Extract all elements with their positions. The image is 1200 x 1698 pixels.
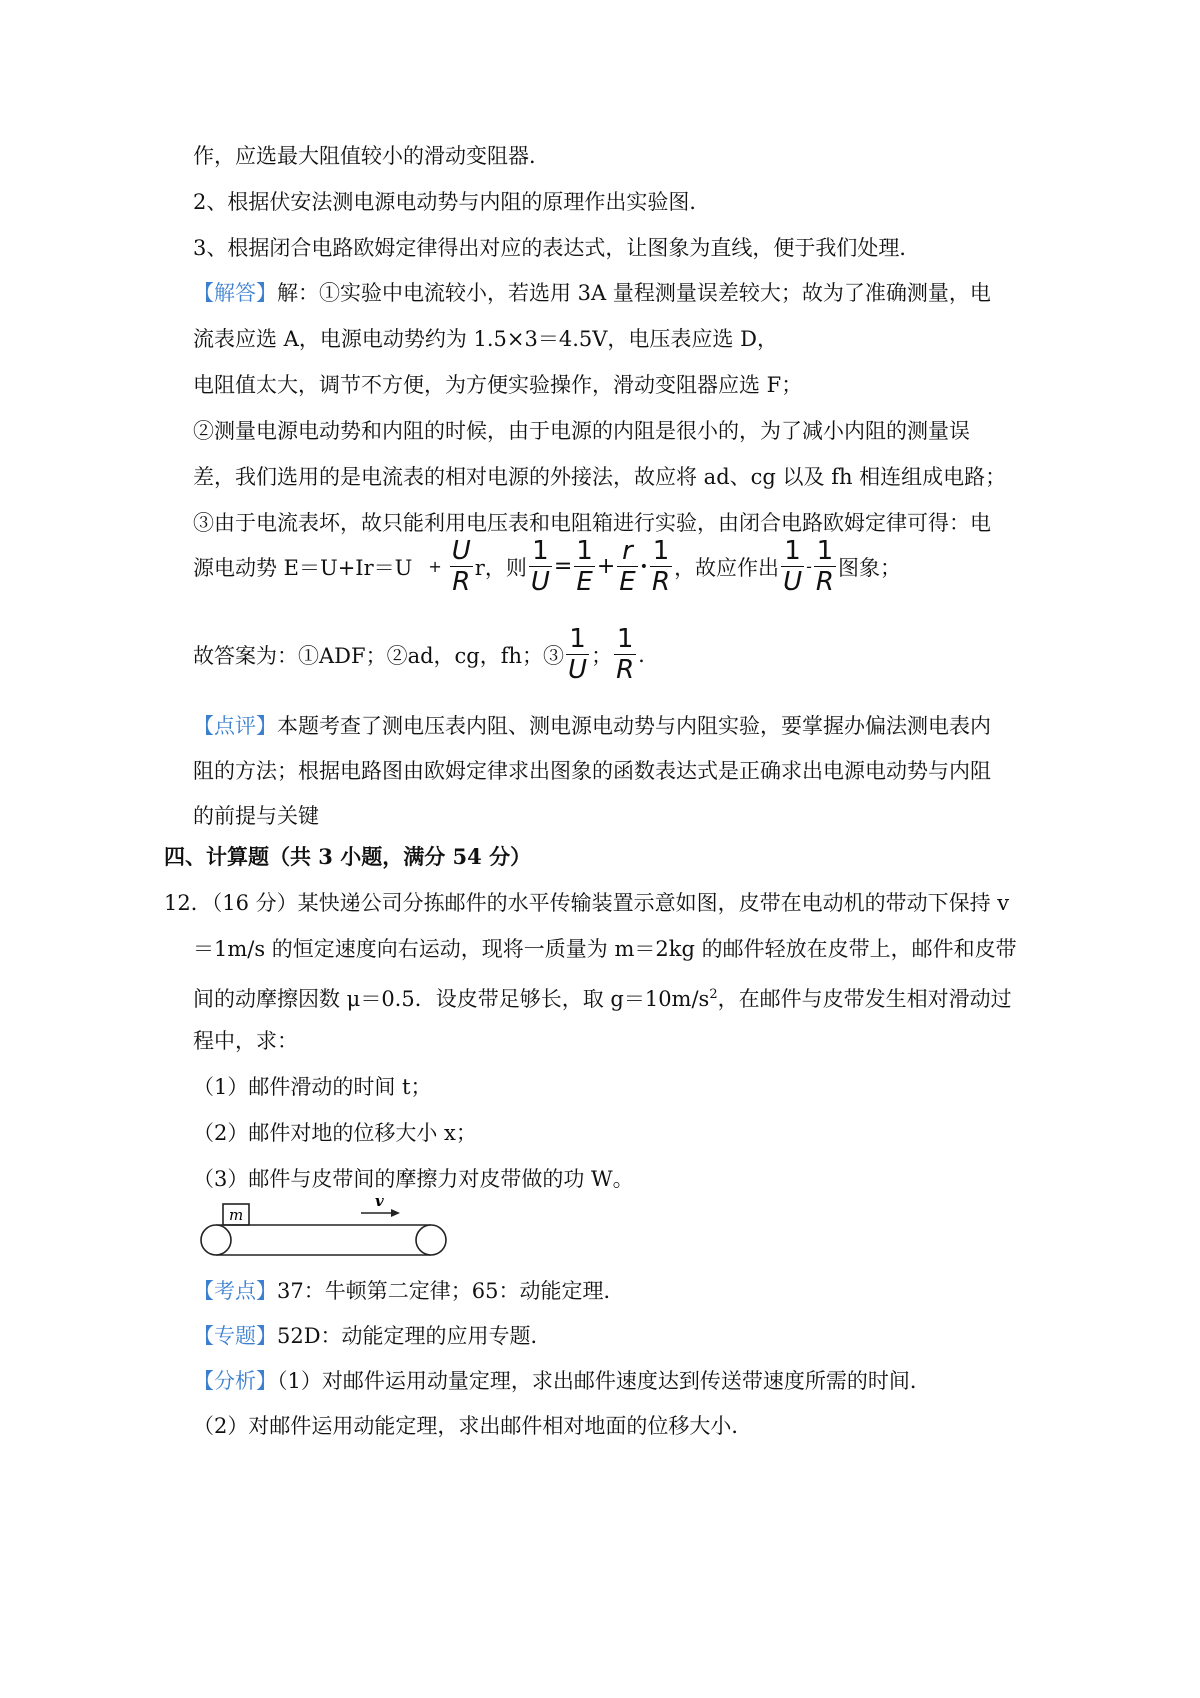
kaodian-line [193, 1277, 624, 1305]
text-line: ②测量电源电动势和内阻的时候，由于电源的内阻是很小的，为了减小内阻的测量误 [193, 419, 970, 443]
formula-dot: • [639, 558, 648, 575]
velocity-label: v [375, 1195, 384, 1210]
final-answer-separator: ； [591, 643, 613, 668]
fraction-1-over-r-answer: $\frac{1}{R}$ [616, 624, 635, 685]
arrow-head [391, 1209, 400, 1217]
fenxi-line [193, 1367, 931, 1395]
right-pulley [416, 1225, 446, 1255]
text-line: 的前提与关键 [193, 804, 319, 828]
zhuanti-line [193, 1322, 552, 1350]
fraction-u-over-r: $\frac{U}{R}$ [451, 536, 471, 597]
comment-line [193, 712, 991, 740]
formula-r: r，则 [474, 555, 527, 580]
answer-tag: 【解答】 [193, 281, 277, 305]
kaodian-text: 37：牛顿第二定律；65：动能定理． [277, 1279, 625, 1303]
section-heading: 四、计算题（共 3 小题，满分 54 分） [164, 844, 532, 869]
sub-question: （2）邮件对地的位移大小 x； [193, 1121, 477, 1145]
text-line: 2、根据伏安法测电源电动势与内阻的原理作出实验图． [193, 190, 711, 214]
sub-question: （1）邮件滑动的时间 t； [193, 1075, 432, 1099]
sub-question: （3）邮件与皮带间的摩擦力对皮带做的功 W。 [193, 1167, 634, 1191]
formula-line [193, 536, 901, 597]
text-line: ③由于电流表坏，故只能利用电压表和电阻箱进行实验，由闭合电路欧姆定律可得：电 [193, 511, 991, 535]
question-line: 程中，求： [193, 1029, 298, 1053]
formula-prefix: 源电动势 E＝U+Ir＝U [193, 555, 413, 580]
formula-plus: + [428, 557, 442, 576]
kaodian-tag: 【考点】 [193, 1279, 277, 1303]
fraction-1-over-u-answer: $\frac{1}{U}$ [568, 624, 588, 685]
question-line: 12．（16 分）某快递公司分拣邮件的水平传输装置示意如图，皮带在电动机的带动下保持 v [164, 891, 1010, 915]
text-line: 3、根据闭合电路欧姆定律得出对应的表达式，让图象为直线，便于我们处理． [193, 236, 921, 260]
question-text: 间的动摩擦因数 μ＝0.5．设皮带足够长，取 g＝10m/s [193, 987, 710, 1011]
fenxi-tag: 【分析】 [193, 1369, 277, 1393]
text-line: 电阻值太大，调节不方便，为方便实验操作，滑动变阻器应选 F； [193, 373, 803, 397]
zhuanti-text: 52D：动能定理的应用专题． [277, 1324, 552, 1348]
fenxi-text: （1）对邮件运用动量定理，求出邮件速度达到传送带速度所需的时间． [277, 1369, 931, 1393]
formula-minus: - [806, 557, 812, 576]
fraction-1-over-r: $\frac{1}{R}$ [651, 536, 671, 597]
question-text: ，在邮件与皮带发生相对滑动过 [717, 987, 1012, 1011]
answer-line [193, 279, 991, 307]
fraction-1-over-e: $\frac{1}{E}$ [576, 536, 593, 597]
conveyor-belt-figure [193, 1195, 453, 1265]
zhuanti-tag: 【专题】 [193, 1324, 277, 1348]
formula-post: ，故应作出 [674, 555, 780, 580]
fraction-r-over-e: $\frac{r}{E}$ [619, 536, 636, 597]
final-answer-prefix: 故答案为：①ADF；②ad，cg，fh；③ [193, 643, 565, 668]
comment-text: 本题考查了测电压表内阻、测电源电动势与内阻实验，要掌握办偏法测电表内 [277, 714, 991, 738]
answer-text: 解：①实验中电流较小，若选用 3A 量程测量误差较大；故为了准确测量，电 [277, 281, 991, 305]
text-line: （2）对邮件运用动能定理，求出邮件相对地面的位移大小． [193, 1414, 753, 1438]
final-answer-line [193, 624, 645, 685]
fraction-1-over-r-plot: $\frac{1}{R}$ [815, 536, 834, 597]
formula-equals: = [553, 554, 573, 579]
fraction-1-over-u-plot: $\frac{1}{U}$ [783, 536, 803, 597]
formula-plus-2: + [596, 554, 616, 579]
comment-tag: 【点评】 [193, 714, 277, 738]
text-line: 作，应选最大阻值较小的滑动变阻器． [193, 144, 550, 168]
question-line: ＝1m/s 的恒定速度向右运动，现将一质量为 m＝2kg 的邮件轻放在皮带上，邮件和皮带 [193, 937, 1017, 961]
final-answer-end: . [638, 642, 645, 667]
question-line [193, 981, 1012, 1013]
text-line: 阻的方法；根据电路图由欧姆定律求出图象的函数表达式是正确求出电源电动势与内阻 [193, 759, 991, 783]
text-line: 差，我们选用的是电流表的相对电源的外接法，故应将 ad、cg 以及 fh 相连组成电路； [193, 465, 1007, 489]
fraction-1-over-u: $\frac{1}{U}$ [530, 536, 550, 597]
left-pulley [201, 1225, 231, 1255]
superscript: 2 [709, 987, 718, 1002]
text-line: 流表应选 A，电源电动势约为 1.5×3＝4.5V，电压表应选 D， [193, 327, 778, 351]
formula-end: 图象； [837, 555, 901, 580]
block-label: m [229, 1206, 244, 1224]
